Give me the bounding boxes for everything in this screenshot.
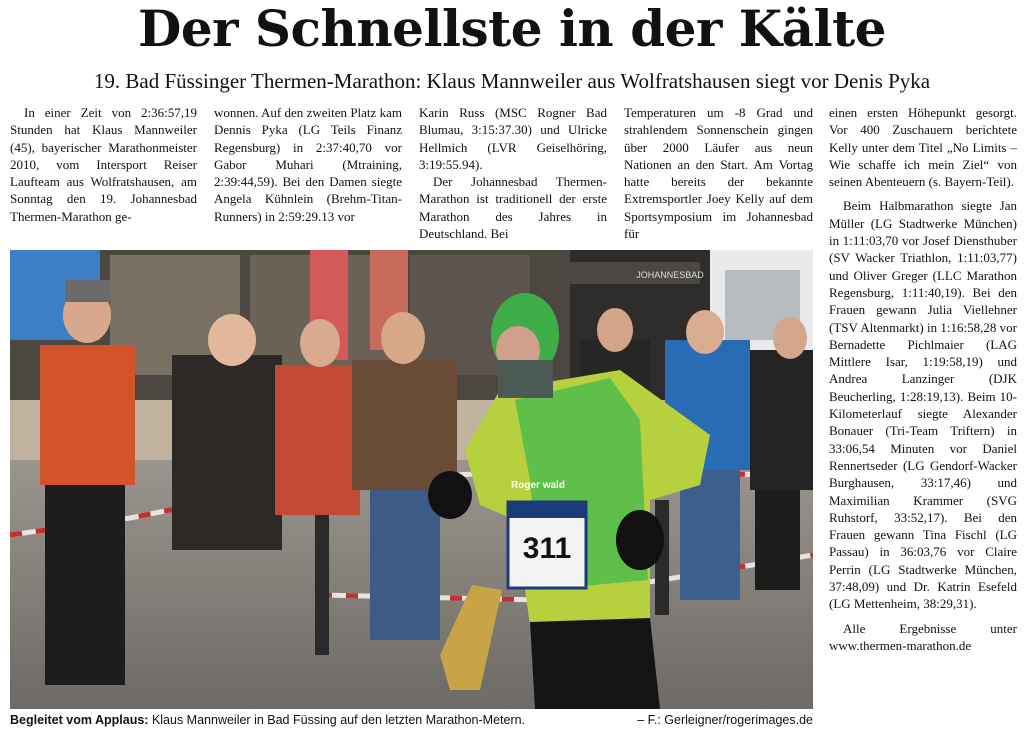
photo-caption	[10, 712, 813, 728]
news-photo	[10, 250, 813, 709]
marathon-runner-image	[10, 250, 813, 709]
column-2	[214, 104, 402, 225]
paragraph: Alle Ergebnisse unter www.thermen-marathon.de	[829, 620, 1017, 653]
building-sign: JOHANNESBAD	[636, 270, 704, 280]
column-1	[10, 104, 197, 225]
shirt-text: Roger wald	[511, 480, 565, 491]
photo-credit: – F.: Gerleigner/rogerimages.de	[637, 713, 813, 727]
caption-text: Klaus Mannweiler in Bad Füssing auf den letzten Marathon-Metern.	[151, 713, 526, 727]
paragraph: Temperaturen um -8 Grad und strahlendem Sonnenschein gingen über 2000 Läufer aus neun Nationen an den Start. Am Vortag hatte bereits der bekannte Extremsportler Joey Kelly auf dem Sportsymposium im Johannesbad für	[624, 105, 813, 242]
paragraph: wonnen. Auf den zweiten Platz kam Dennis Pyka (LG Teils Finanz Regensburg) in 2:37:40,70 vor Gabor Muhari (Mtraining, 2:39:44,59). Bei den Damen siegte Angela Kühnlein (Brehm-Titan-Runners) in 2:59:29.13 vor	[214, 105, 402, 224]
paragraph: Beim Halbmarathon siegte Jan Müller (LG Stadtwerke München) in 1:11:03,70 vor Josef Diensthuber (SV Wacker Triathlon, 1:11:03,77) und Oliver Greger (LLC Marathon Regensburg, 1:11:40,19). Bei den Frauen gewann Julia Viellehner (TSV Altenmarkt) in 1:16:58,28 vor Bernadette Pichlmaier (LAG Mittlere Isar, 1:19:58,19) und Andrea Lanzinger (DJK Beucherling, 1:28:19,13). Beim 10-Kilometerlauf siegte Alexander Bonauer (Tri-Team Triftern) in 33:06,54 Minuten vor Daniel Rennertseder (LG Gendorf-Wacker Burghausen, 33:17,46) und Maximilian Krammer (SVG Ruhstorf, 33:52,17). Bei den Frauen gewann Tina Fischl (LG Passau) in 36:03,76 vor Claire Perrin (LG Stadtwerke München, 37:48,09) und Dr. Katrin Esefeld (LG Mettenheim, 38:29,31).	[829, 198, 1017, 612]
column-5	[829, 104, 1017, 654]
paragraph: einen ersten Höhepunkt gesorgt. Vor 400 Zuschauern berichtete Kelly unter dem Titel „No Limits – Wie schaffe ich mein Ziel“ von seinen Abenteuern (s. Bayern-Teil).	[829, 105, 1017, 190]
column-4	[624, 104, 813, 242]
paragraph: In einer Zeit von 2:36:57,19 Stunden hat Klaus Mannweiler (45), bayerischer Marathonmeister 2010, vom Intersport Reiser Laufteam aus Wolfratshausen, am Sonntag den 19. Johannesbad Thermen-Marathon ge-	[10, 105, 197, 224]
column-3	[419, 104, 607, 242]
paragraph: Der Johannesbad Thermen-Marathon ist traditionell der erste Marathon des Jahres in Deutschland. Bei	[419, 174, 607, 242]
race-number: 311	[522, 532, 572, 565]
caption-lead: Begleitet vom Applaus:	[10, 713, 149, 727]
subheadline: 19. Bad Füssinger Thermen-Marathon: Klaus Mannweiler aus Wolfratshausen siegt vor Denis Pyka	[93, 69, 931, 93]
paragraph: Karin Russ (MSC Rogner Bad Blumau, 3:15:37.30) und Ulricke Hellmich (LVR Geiselhöring, 3:19:55.94).	[419, 105, 607, 172]
headline: Der Schnellste in der Kälte	[138, 0, 886, 58]
